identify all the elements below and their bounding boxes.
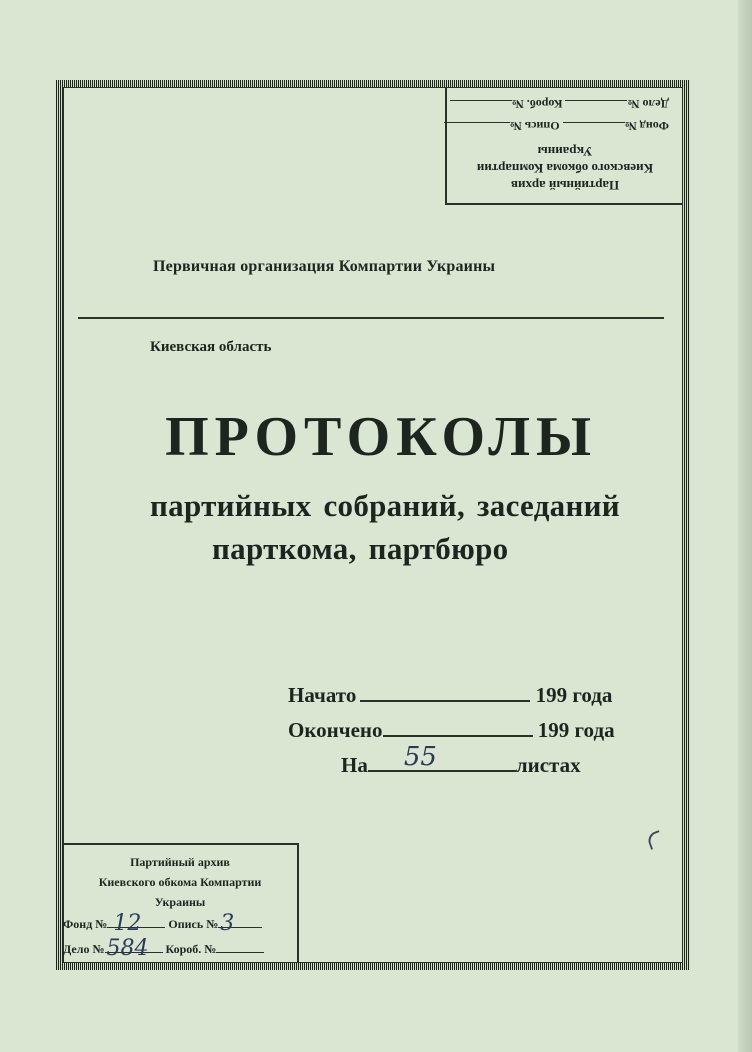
subtitle-line-1: партийных собраний, заседаний — [150, 488, 620, 523]
stamp-bottom-opis-label: Опись № — [168, 917, 219, 931]
sheets-suffix: листах — [515, 753, 581, 777]
inner-border — [63, 87, 683, 963]
archive-stamp-bottom — [63, 843, 299, 963]
stamp-top-committee: Киевского обкома Компартии — [476, 161, 654, 176]
page-edge — [738, 0, 752, 1052]
stamp-bottom-fond-value: 12 — [113, 911, 142, 936]
stamp-bottom-opis-value: 3 — [220, 911, 235, 936]
stamp-bottom-korob-blank — [216, 952, 264, 953]
region-line: Киевская область — [150, 339, 272, 355]
stamp-top-fond-blank — [563, 122, 625, 123]
stamp-bottom-row-fond — [63, 911, 262, 936]
stamp-bottom-delo-blank — [105, 936, 163, 961]
document-title: ПРОТОКОЛЫ — [165, 406, 597, 468]
ended-suffix: 199 года — [537, 718, 615, 742]
stamp-bottom-korob-label: Короб. № — [165, 942, 217, 956]
stamp-bottom-opis-blank — [218, 911, 262, 936]
subtitle-line-2: парткома, партбюро — [212, 531, 509, 566]
stamp-top-delo-label: Дело № — [627, 97, 669, 111]
sheets-blank — [368, 742, 516, 772]
stamp-bottom-delo-value: 584 — [106, 936, 149, 961]
stamp-top-delo-blank — [565, 100, 627, 101]
stamp-top-opis-label: Опись № — [509, 119, 560, 133]
stamp-bottom-delo-label: Дело № — [63, 942, 105, 956]
stamp-top-fond-label: Фонд № — [624, 119, 669, 133]
ended-blank — [383, 719, 533, 737]
organization-line: Первичная организация Компартии Украины — [153, 258, 496, 275]
sheets-prefix: На — [341, 753, 368, 777]
archive-stamp-top — [445, 87, 683, 205]
stamp-bottom-fond-label: Фонд № — [63, 917, 108, 931]
stamp-top-row-fond — [457, 118, 669, 133]
stamp-top-opis-blank — [444, 122, 510, 123]
stamp-bottom-fond-blank — [107, 911, 165, 936]
started-field — [288, 683, 612, 708]
horizontal-rule — [78, 317, 664, 319]
stamp-top-korob-label: Короб. № — [511, 97, 563, 111]
stamp-bottom-committee: Киевского обкома Компартии — [98, 875, 262, 889]
stamp-bottom-country: Украины — [154, 895, 206, 909]
stamp-top-korob-blank — [450, 100, 512, 101]
started-blank — [360, 684, 530, 702]
stamp-bottom-row-delo — [63, 936, 264, 961]
sheets-value-handwritten: 55 — [403, 742, 437, 772]
ended-field — [288, 718, 615, 743]
stamp-top-archive-name: Партийный архив — [510, 178, 620, 193]
sheets-field — [341, 742, 581, 778]
started-suffix: 199 года — [535, 683, 613, 707]
archive-stamp-top-rotated — [447, 87, 683, 203]
stamp-bottom-archive-name: Партийный архив — [130, 855, 230, 869]
started-label: Начато — [288, 683, 357, 707]
stamp-top-country: Украины — [537, 144, 593, 159]
ended-label: Окончено — [288, 718, 383, 742]
stamp-top-row-delo — [457, 96, 669, 111]
